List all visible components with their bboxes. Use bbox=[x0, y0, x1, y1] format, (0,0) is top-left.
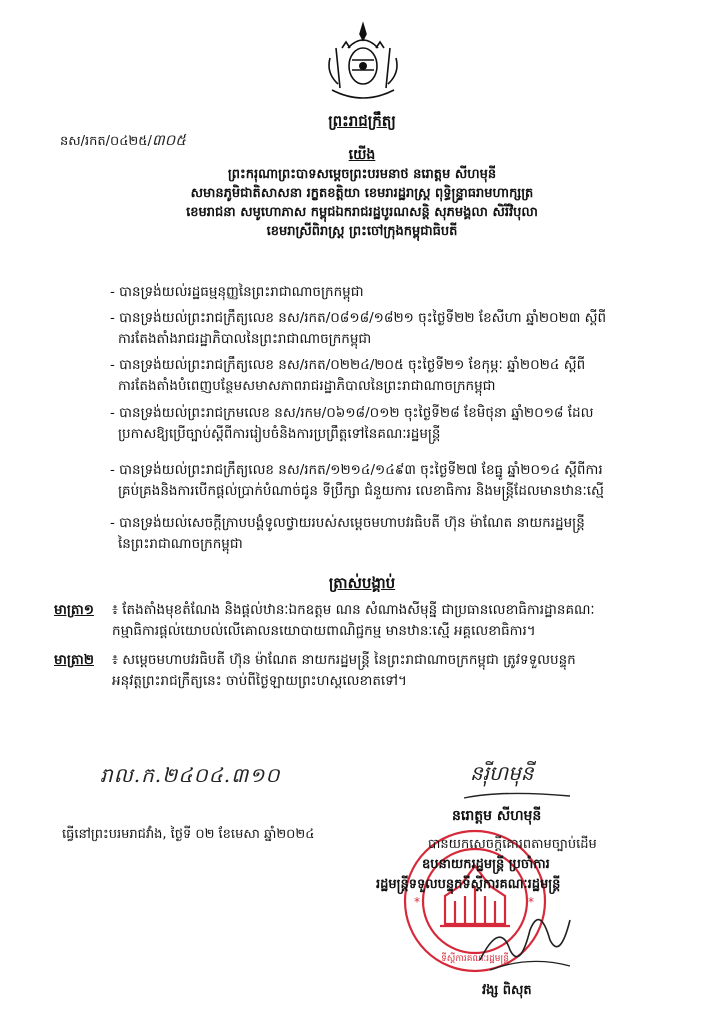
consideration-line: គ្រប់គ្រងនិងការបើកផ្តល់ប្រាក់បំណាច់ជូន ទីប្រឹក្សា ជំនួយការ លេខាធិការ និងមន្ត្រីដែលមានឋានៈស្មើ bbox=[118, 483, 604, 499]
article-2 bbox=[54, 650, 684, 692]
signature-underline-mark bbox=[462, 788, 572, 802]
consideration-line: ការតែងតាំងរាជរដ្ឋាភិបាលនៃព្រះរាជាណាចក្រកម្ពុជា bbox=[118, 331, 372, 347]
king-title-line: ខេមរាជនា សមូហោភាស កម្ពុជឯករាជរដ្ឋបូរណសន្តិ សុភមង្គលា សិរីវិបុលា bbox=[186, 205, 538, 220]
consideration-line: - បានទ្រង់យល់ព្រះរាជក្រមលេខ នស/រកម/០៦១៨/០១២ ចុះថ្ងៃទី២៨ ខែមិថុនា ឆ្នាំ២០១៨ ដែល bbox=[110, 405, 594, 421]
consideration-line: ការតែងតាំងបំពេញបន្ថែមសមាសភាពរាជរដ្ឋាភិបាលនៃព្រះរាជាណាចក្រកម្ពុជា bbox=[118, 378, 496, 394]
article-1 bbox=[54, 600, 684, 642]
article-label: មាត្រា១ bbox=[54, 602, 94, 618]
handwritten-registry-number: រាល.ក.២៤០៤.៣១០ bbox=[100, 763, 281, 787]
royal-signature: នរ៉ីហមុនី bbox=[470, 761, 534, 785]
article-label: មាត្រា២ bbox=[54, 652, 94, 668]
minister-signature bbox=[470, 900, 580, 980]
svg-text:*: * bbox=[528, 895, 534, 909]
consideration-item bbox=[110, 513, 680, 555]
king-title-line: ព្រះករុណាព្រះបាទសម្តេចព្រះបរមនាថ នរោត្តម សីហមុនី bbox=[227, 167, 497, 182]
doc-type-title: ព្រះរាជក្រឹត្យ bbox=[328, 112, 396, 130]
consideration-line: - បានទ្រង់យល់រដ្ឋធម្មនុញ្ញនៃព្រះរាជាណាចក្រកម្ពុជា bbox=[110, 284, 364, 300]
countersign-line-2: ឧបនាយករដ្ឋមន្ត្រី ប្រចាំការ bbox=[422, 857, 550, 872]
king-title-line: ខេមរាស្រីពិរាស្ត្រ ព្រះចៅក្រុងកម្ពុជាធិបតី bbox=[266, 224, 458, 239]
seal-text: ទីស្តីការគណៈរដ្ឋមន្ត្រី bbox=[441, 954, 509, 964]
article-line: អនុវត្តព្រះរាជក្រឹត្យនេះ ចាប់ពីថ្ងៃឡាយព្រះហស្តលេខាតទៅ។ bbox=[112, 673, 407, 689]
article-line: កម្មាធិការផ្តល់យោបល់លើគោលនយោបាយពាណិជ្ជកម្ម មានឋានៈស្មើ អគ្គលេខាធិការ។ bbox=[112, 623, 536, 639]
consideration-line: - បានទ្រង់យល់ព្រះរាជក្រឹត្យលេខ នស/រកត/០២២៤/២០៥ ចុះថ្ងៃទី២១ ខែកុម្ភៈ ឆ្នាំ២០២៤ ស្តីពី bbox=[110, 357, 586, 373]
consideration-item bbox=[110, 282, 680, 303]
consideration-item bbox=[110, 355, 680, 397]
countersign-line-3: រដ្ឋមន្ត្រីទទួលបន្ទុកទីស្តីការគណៈរដ្ឋមន្ត្រី bbox=[376, 877, 561, 892]
consideration-line: - បានទ្រង់យល់សេចក្តីក្រាបបង្គំទូលថ្វាយរបស់សម្តេចមហាបវរធិបតី ហ៊ុន ម៉ាណែត នាយករដ្ឋមន្ត្រី bbox=[110, 515, 585, 531]
decree-heading: ត្រាស់បង្គាប់ bbox=[328, 574, 396, 592]
royal-arms-emblem bbox=[318, 18, 408, 108]
king-title-line: សមានភូមិជាតិសាសនា រក្ខតខត្តិយា ខេមរារដ្ឋរាស្ត្រ ពុទ្ធិន្ទ្រាធរាមហាក្សត្រ bbox=[190, 186, 534, 201]
consideration-item bbox=[110, 403, 680, 445]
ref-number-handwritten: ៣០៥ bbox=[151, 131, 186, 149]
place-and-date: ធ្វើនៅព្រះបរមរាជវាំង, ថ្ងៃទី ០២ ខែមេសា ឆ្នាំ២០២៤ bbox=[62, 827, 315, 842]
consideration-item bbox=[110, 308, 680, 350]
countersign-line-1: បានយកសេចក្តីគោរពតាមច្បាប់ដើម bbox=[428, 837, 597, 852]
signer-name: នរោត្តម សីហមុនី bbox=[452, 808, 542, 824]
consideration-line: - បានទ្រង់យល់ព្រះរាជក្រឹត្យលេខ នស/រកត/១២១៤/១៤៩៣ ចុះថ្ងៃទី២៧ ខែធ្នូ ឆ្នាំ២០១៤ ស្តីពីការ bbox=[110, 462, 603, 478]
countersign-name: វង្ស ពិសុត bbox=[482, 983, 532, 998]
consideration-item bbox=[110, 460, 680, 502]
ref-number-printed: នស/រកត/០៤២៥/ bbox=[60, 134, 152, 149]
article-line: ៖ តែងតាំងមុខតំណែង និងផ្តល់ឋានៈឯកឧត្តម ណន សំណាងសីមុន្នី ជាប្រធានលេខាធិការដ្ឋានគណៈ bbox=[112, 602, 595, 618]
consideration-line: នៃព្រះរាជាណាចក្រកម្ពុជា bbox=[118, 536, 243, 552]
consideration-line: ប្រកាសឱ្យប្រើច្បាប់ស្តីពីការរៀបចំនិងការប្រព្រឹត្តទៅនៃគណៈរដ្ឋមន្ត្រី bbox=[118, 426, 441, 442]
article-line: ៖ សម្តេចមហាបវរធិបតី ហ៊ុន ម៉ាណែត នាយករដ្ឋមន្ត្រី នៃព្រះរាជាណាចក្រកម្ពុជា ត្រូវទទួលបន្ទុក bbox=[112, 652, 576, 668]
we-heading: យើង bbox=[348, 147, 376, 163]
svg-text:*: * bbox=[414, 895, 420, 909]
consideration-line: - បានទ្រង់យល់ព្រះរាជក្រឹត្យលេខ នស/រកត/០៨១៨/១៨២១ ចុះថ្ងៃទី២២ ខែសីហា ឆ្នាំ២០២៣ ស្តីពី bbox=[110, 310, 607, 326]
